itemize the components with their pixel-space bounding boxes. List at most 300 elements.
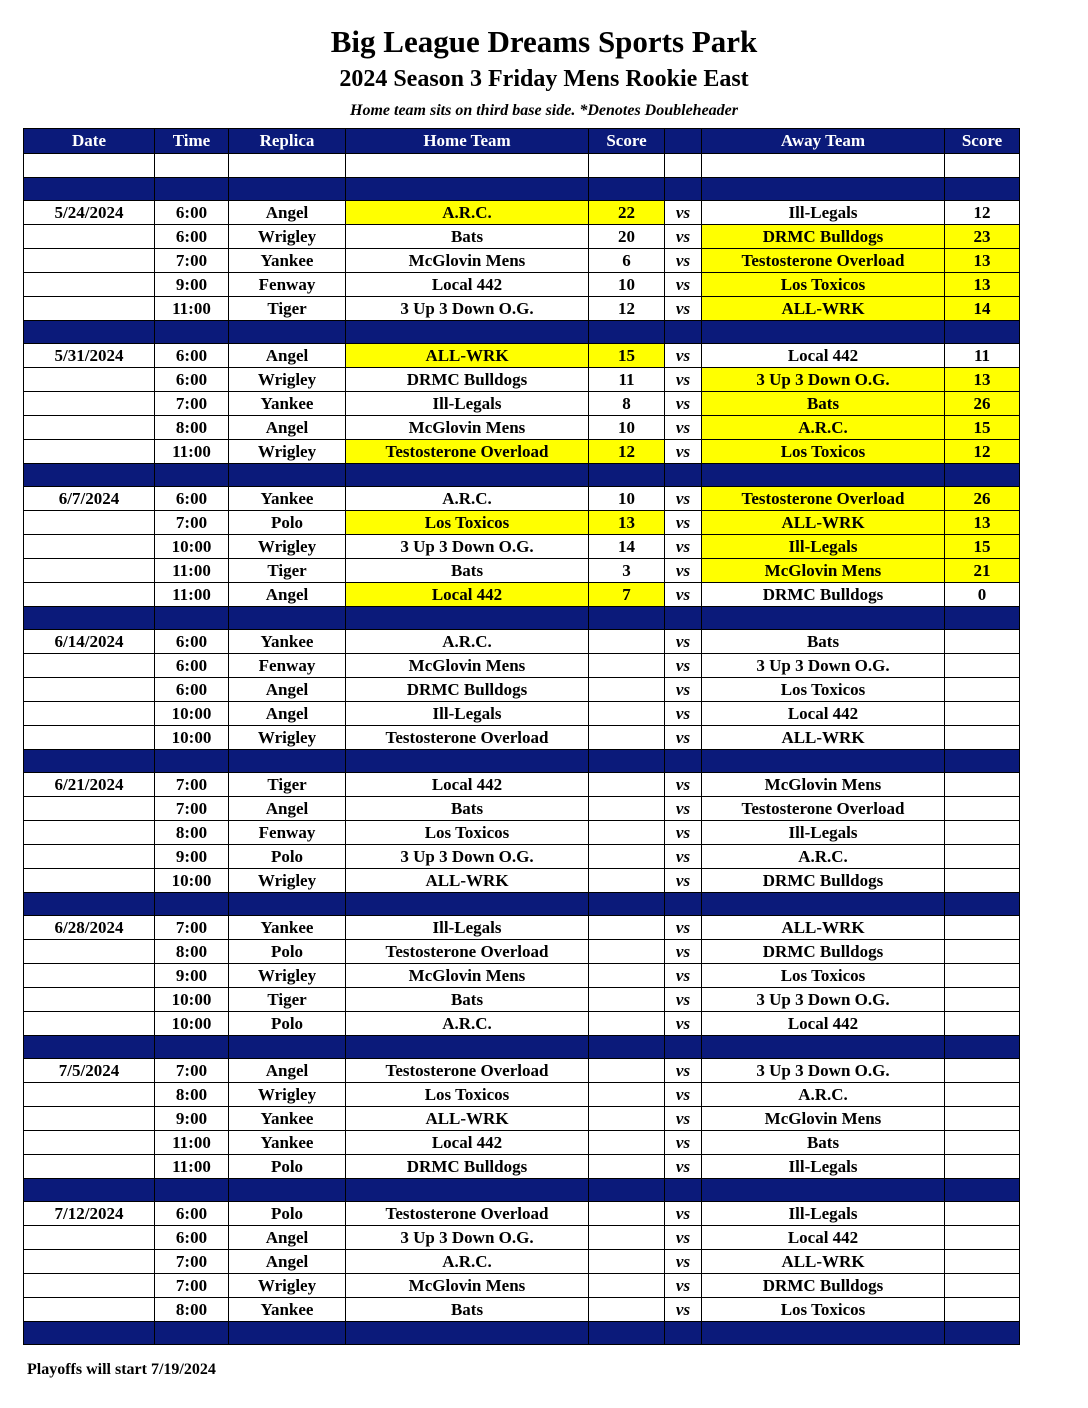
home-team: A.R.C. [346, 1250, 589, 1274]
game-field: Polo [229, 1012, 346, 1036]
vs-label: vs [665, 583, 702, 607]
game-date [24, 535, 155, 559]
week-separator-cell [665, 1036, 702, 1059]
week-separator-cell [346, 1036, 589, 1059]
week-separator-cell [945, 178, 1020, 201]
table-row [24, 702, 1020, 726]
game-field: Fenway [229, 273, 346, 297]
vs-label: vs [665, 297, 702, 321]
away-team: Los Toxicos [702, 1298, 945, 1322]
col-header-time: Time [155, 129, 229, 154]
game-field: Yankee [229, 487, 346, 511]
week-separator-cell [665, 1179, 702, 1202]
home-score [589, 773, 665, 797]
away-score: 13 [945, 368, 1020, 392]
away-score [945, 1155, 1020, 1179]
game-date [24, 869, 155, 893]
week-separator-cell [702, 893, 945, 916]
home-score [589, 654, 665, 678]
home-team: DRMC Bulldogs [346, 678, 589, 702]
away-team: McGlovin Mens [702, 1107, 945, 1131]
vs-label: vs [665, 535, 702, 559]
game-date [24, 225, 155, 249]
vs-label: vs [665, 1155, 702, 1179]
game-field: Angel [229, 797, 346, 821]
week-separator [24, 1179, 1020, 1202]
week-separator-cell [589, 178, 665, 201]
week-separator-cell [24, 1036, 155, 1059]
home-score [589, 1155, 665, 1179]
game-time: 6:00 [155, 344, 229, 368]
home-score [589, 1083, 665, 1107]
week-separator-cell [346, 178, 589, 201]
week-separator-cell [702, 1322, 945, 1345]
table-row [24, 511, 1020, 535]
week-separator-cell [24, 750, 155, 773]
away-team: ALL-WRK [702, 726, 945, 750]
home-team: A.R.C. [346, 630, 589, 654]
table-row [24, 344, 1020, 368]
game-date: 6/7/2024 [24, 487, 155, 511]
away-score: 14 [945, 297, 1020, 321]
vs-label: vs [665, 201, 702, 225]
game-date [24, 726, 155, 750]
game-date [24, 1083, 155, 1107]
week-separator-cell [229, 1179, 346, 1202]
away-score: 26 [945, 392, 1020, 416]
away-score [945, 1083, 1020, 1107]
away-team: Bats [702, 1131, 945, 1155]
home-team: A.R.C. [346, 201, 589, 225]
home-score [589, 845, 665, 869]
home-team: A.R.C. [346, 1012, 589, 1036]
away-team: ALL-WRK [702, 1250, 945, 1274]
week-separator-cell [589, 1322, 665, 1345]
game-field: Angel [229, 201, 346, 225]
week-separator-cell [702, 1179, 945, 1202]
week-separator-cell [229, 464, 346, 487]
game-date: 6/28/2024 [24, 916, 155, 940]
game-field: Tiger [229, 773, 346, 797]
away-team: DRMC Bulldogs [702, 225, 945, 249]
game-field: Yankee [229, 249, 346, 273]
game-time: 10:00 [155, 988, 229, 1012]
week-separator-cell [589, 1179, 665, 1202]
away-team: ALL-WRK [702, 916, 945, 940]
week-separator [24, 178, 1020, 201]
week-separator-cell [24, 178, 155, 201]
home-score: 14 [589, 535, 665, 559]
vs-label: vs [665, 821, 702, 845]
home-score [589, 964, 665, 988]
game-date [24, 559, 155, 583]
week-separator-cell [589, 1036, 665, 1059]
game-time: 11:00 [155, 297, 229, 321]
table-row [24, 1059, 1020, 1083]
vs-label: vs [665, 1298, 702, 1322]
table-row [24, 916, 1020, 940]
home-score [589, 1298, 665, 1322]
vs-label: vs [665, 726, 702, 750]
vs-label: vs [665, 940, 702, 964]
game-field: Yankee [229, 630, 346, 654]
vs-label: vs [665, 1250, 702, 1274]
game-field: Angel [229, 678, 346, 702]
col-header-away-score: Score [945, 129, 1020, 154]
game-time: 6:00 [155, 630, 229, 654]
week-separator-cell [155, 1179, 229, 1202]
week-separator-cell [665, 607, 702, 630]
game-field: Angel [229, 1226, 346, 1250]
game-time: 9:00 [155, 964, 229, 988]
away-score: 12 [945, 201, 1020, 225]
away-team: Ill-Legals [702, 1202, 945, 1226]
week-separator [24, 607, 1020, 630]
vs-label: vs [665, 1012, 702, 1036]
vs-label: vs [665, 1059, 702, 1083]
week-separator [24, 893, 1020, 916]
week-separator-cell [702, 750, 945, 773]
vs-label: vs [665, 845, 702, 869]
home-team: Ill-Legals [346, 916, 589, 940]
home-team: Los Toxicos [346, 1083, 589, 1107]
game-time: 11:00 [155, 440, 229, 464]
vs-label: vs [665, 964, 702, 988]
game-field: Wrigley [229, 535, 346, 559]
away-score: 0 [945, 583, 1020, 607]
game-field: Wrigley [229, 1083, 346, 1107]
home-team: McGlovin Mens [346, 654, 589, 678]
game-field: Angel [229, 1059, 346, 1083]
game-field: Wrigley [229, 869, 346, 893]
table-row [24, 1202, 1020, 1226]
game-date [24, 249, 155, 273]
home-team: DRMC Bulldogs [346, 1155, 589, 1179]
table-row [24, 654, 1020, 678]
away-team: ALL-WRK [702, 511, 945, 535]
away-team: DRMC Bulldogs [702, 869, 945, 893]
game-field: Yankee [229, 392, 346, 416]
week-separator-cell [945, 750, 1020, 773]
game-date [24, 297, 155, 321]
game-field: Yankee [229, 1298, 346, 1322]
vs-label: vs [665, 1202, 702, 1226]
game-time: 6:00 [155, 225, 229, 249]
home-score: 7 [589, 583, 665, 607]
vs-label: vs [665, 440, 702, 464]
game-field: Fenway [229, 821, 346, 845]
vs-label: vs [665, 1107, 702, 1131]
table-row [24, 201, 1020, 225]
col-header-home-team: Home Team [346, 129, 589, 154]
away-score [945, 988, 1020, 1012]
vs-label: vs [665, 916, 702, 940]
game-date: 6/21/2024 [24, 773, 155, 797]
vs-label: vs [665, 702, 702, 726]
away-score [945, 1202, 1020, 1226]
vs-label: vs [665, 773, 702, 797]
away-score [945, 1274, 1020, 1298]
away-team: ALL-WRK [702, 297, 945, 321]
table-row [24, 368, 1020, 392]
away-team: Testosterone Overload [702, 249, 945, 273]
game-field: Polo [229, 1155, 346, 1179]
blank-row-cell [945, 154, 1020, 178]
week-separator-cell [24, 464, 155, 487]
home-score: 11 [589, 368, 665, 392]
table-row [24, 1298, 1020, 1322]
home-score [589, 1012, 665, 1036]
vs-label: vs [665, 1131, 702, 1155]
table-row [24, 1131, 1020, 1155]
vs-label: vs [665, 368, 702, 392]
away-team: 3 Up 3 Down O.G. [702, 654, 945, 678]
game-field: Wrigley [229, 964, 346, 988]
home-score: 15 [589, 344, 665, 368]
home-score: 8 [589, 392, 665, 416]
game-date: 7/5/2024 [24, 1059, 155, 1083]
home-team: ALL-WRK [346, 344, 589, 368]
game-time: 7:00 [155, 797, 229, 821]
away-score [945, 630, 1020, 654]
blank-row-cell [24, 154, 155, 178]
game-date [24, 1274, 155, 1298]
away-team: A.R.C. [702, 416, 945, 440]
week-separator-cell [346, 1179, 589, 1202]
home-score [589, 1107, 665, 1131]
table-row [24, 797, 1020, 821]
game-time: 11:00 [155, 1155, 229, 1179]
home-team: Local 442 [346, 583, 589, 607]
vs-label: vs [665, 869, 702, 893]
table-row [24, 630, 1020, 654]
week-separator-cell [665, 178, 702, 201]
home-score: 10 [589, 487, 665, 511]
away-score [945, 869, 1020, 893]
home-score [589, 821, 665, 845]
week-separator-cell [665, 1322, 702, 1345]
home-team: Los Toxicos [346, 511, 589, 535]
away-score [945, 1059, 1020, 1083]
header-row [24, 129, 1020, 154]
home-score [589, 1059, 665, 1083]
week-separator-cell [346, 1322, 589, 1345]
home-score [589, 726, 665, 750]
game-time: 6:00 [155, 678, 229, 702]
game-field: Angel [229, 702, 346, 726]
game-date [24, 583, 155, 607]
col-header-date: Date [24, 129, 155, 154]
home-team: 3 Up 3 Down O.G. [346, 297, 589, 321]
away-score [945, 1107, 1020, 1131]
week-separator-cell [702, 1036, 945, 1059]
away-score [945, 726, 1020, 750]
away-score [945, 821, 1020, 845]
home-score [589, 678, 665, 702]
week-separator-cell [346, 893, 589, 916]
game-date: 5/31/2024 [24, 344, 155, 368]
away-team: McGlovin Mens [702, 559, 945, 583]
home-score [589, 1226, 665, 1250]
away-team: Bats [702, 630, 945, 654]
away-score [945, 773, 1020, 797]
table-row [24, 678, 1020, 702]
week-separator-cell [155, 321, 229, 344]
table-row [24, 416, 1020, 440]
game-time: 9:00 [155, 845, 229, 869]
away-score [945, 1226, 1020, 1250]
table-row [24, 964, 1020, 988]
game-date [24, 1131, 155, 1155]
away-team: Bats [702, 392, 945, 416]
game-field: Polo [229, 1202, 346, 1226]
game-date [24, 392, 155, 416]
away-score: 12 [945, 440, 1020, 464]
game-date [24, 1107, 155, 1131]
away-team: A.R.C. [702, 1083, 945, 1107]
game-time: 6:00 [155, 201, 229, 225]
game-date [24, 1298, 155, 1322]
away-score: 15 [945, 416, 1020, 440]
game-field: Angel [229, 583, 346, 607]
week-separator-cell [229, 1322, 346, 1345]
home-team: 3 Up 3 Down O.G. [346, 535, 589, 559]
home-score [589, 940, 665, 964]
week-separator-cell [24, 321, 155, 344]
game-field: Polo [229, 511, 346, 535]
week-separator-cell [589, 607, 665, 630]
game-field: Yankee [229, 1131, 346, 1155]
home-team: McGlovin Mens [346, 964, 589, 988]
home-score: 10 [589, 273, 665, 297]
game-field: Polo [229, 940, 346, 964]
week-separator-cell [229, 750, 346, 773]
home-team: Local 442 [346, 1131, 589, 1155]
week-separator-cell [346, 464, 589, 487]
week-separator-cell [229, 893, 346, 916]
away-score [945, 940, 1020, 964]
game-date [24, 845, 155, 869]
game-date [24, 654, 155, 678]
home-team: Testosterone Overload [346, 726, 589, 750]
vs-label: vs [665, 416, 702, 440]
game-date [24, 511, 155, 535]
game-time: 10:00 [155, 702, 229, 726]
game-field: Tiger [229, 297, 346, 321]
schedule-table [23, 128, 1020, 1345]
away-score: 13 [945, 511, 1020, 535]
week-separator-cell [589, 893, 665, 916]
table-row [24, 1274, 1020, 1298]
away-score [945, 678, 1020, 702]
home-score: 12 [589, 297, 665, 321]
week-separator [24, 464, 1020, 487]
table-row [24, 583, 1020, 607]
game-time: 7:00 [155, 511, 229, 535]
away-score [945, 1250, 1020, 1274]
away-team: Los Toxicos [702, 964, 945, 988]
home-score: 10 [589, 416, 665, 440]
blank-row-cell [229, 154, 346, 178]
game-date [24, 988, 155, 1012]
home-team: Bats [346, 797, 589, 821]
week-separator-cell [155, 1036, 229, 1059]
home-score [589, 1250, 665, 1274]
table-row [24, 487, 1020, 511]
table-row [24, 1083, 1020, 1107]
week-separator-cell [24, 607, 155, 630]
table-row [24, 1226, 1020, 1250]
game-time: 8:00 [155, 821, 229, 845]
page-title: Big League Dreams Sports Park [330, 24, 758, 59]
week-separator-cell [945, 893, 1020, 916]
home-score: 13 [589, 511, 665, 535]
week-separator-cell [702, 607, 945, 630]
week-separator-cell [346, 321, 589, 344]
away-score [945, 702, 1020, 726]
vs-label: vs [665, 273, 702, 297]
home-score [589, 1131, 665, 1155]
vs-label: vs [665, 392, 702, 416]
home-team: Bats [346, 1298, 589, 1322]
game-field: Yankee [229, 1107, 346, 1131]
game-field: Wrigley [229, 368, 346, 392]
away-team: Los Toxicos [702, 678, 945, 702]
week-separator-cell [665, 750, 702, 773]
week-separator-cell [945, 464, 1020, 487]
table-row [24, 940, 1020, 964]
away-team: Local 442 [702, 1226, 945, 1250]
home-team: Bats [346, 225, 589, 249]
week-separator [24, 321, 1020, 344]
away-team: Ill-Legals [702, 821, 945, 845]
away-score: 13 [945, 249, 1020, 273]
away-score [945, 845, 1020, 869]
game-date [24, 1226, 155, 1250]
week-separator-cell [229, 1036, 346, 1059]
col-header-replica: Replica [229, 129, 346, 154]
game-field: Polo [229, 845, 346, 869]
page-subtitle: 2024 Season 3 Friday Mens Rookie East [339, 66, 749, 92]
table-row [24, 845, 1020, 869]
home-score: 12 [589, 440, 665, 464]
week-separator-cell [702, 464, 945, 487]
game-date: 7/12/2024 [24, 1202, 155, 1226]
week-separator-cell [665, 321, 702, 344]
home-score [589, 702, 665, 726]
away-team: Local 442 [702, 1012, 945, 1036]
week-separator-cell [945, 607, 1020, 630]
home-score: 3 [589, 559, 665, 583]
home-score [589, 1202, 665, 1226]
home-team: Bats [346, 988, 589, 1012]
week-separator-cell [945, 1179, 1020, 1202]
home-team: Testosterone Overload [346, 1202, 589, 1226]
away-score: 15 [945, 535, 1020, 559]
week-separator-cell [229, 607, 346, 630]
away-team: Testosterone Overload [702, 487, 945, 511]
game-date [24, 1012, 155, 1036]
week-separator-cell [155, 464, 229, 487]
vs-label: vs [665, 487, 702, 511]
vs-label: vs [665, 344, 702, 368]
week-separator-cell [155, 1322, 229, 1345]
vs-label: vs [665, 988, 702, 1012]
away-score [945, 654, 1020, 678]
home-team: McGlovin Mens [346, 249, 589, 273]
vs-label: vs [665, 797, 702, 821]
away-team: McGlovin Mens [702, 773, 945, 797]
